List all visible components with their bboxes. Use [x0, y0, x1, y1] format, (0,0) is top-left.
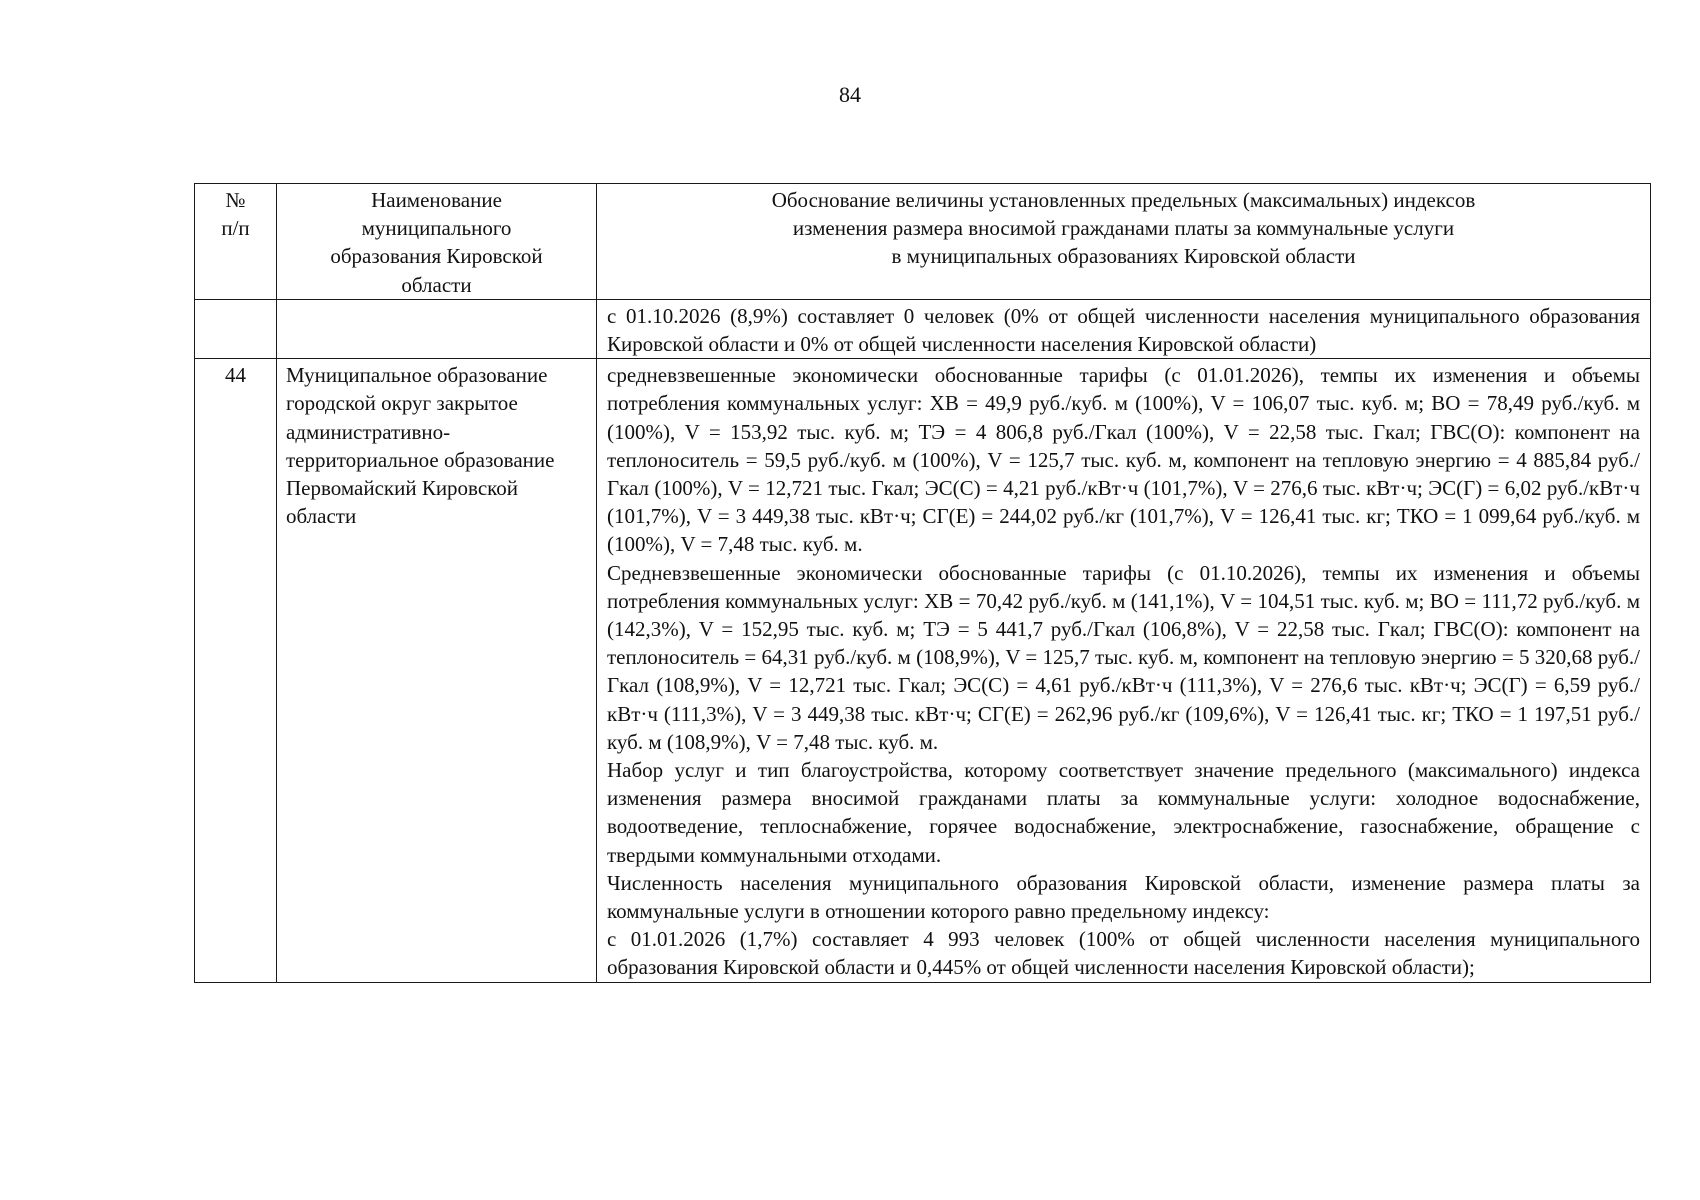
justification-cell [597, 359, 1651, 982]
municipality-name-cell: Муниципальное образование городской округ закрытое административно-территориальное образование Первомайский Кировской области [277, 359, 597, 982]
table-row-44 [195, 359, 1651, 982]
municipality-name-cell [277, 299, 597, 358]
header-justification [597, 184, 1651, 300]
tariffs-2026-01-paragraph: средневзвешенные экономически обоснованные тарифы (с 01.01.2026), темпы их изменения и объемы потребления коммунальных услуг: ХВ = 49,9 руб./куб. м (100%), V = 106,07 тыс. куб. м; ВО = 78,49 руб./куб. м (100%), V = 153,92 тыс. куб. м; ТЭ = 4 806,8 руб./Гкал (100%), V = 22,58 тыс. Гкал; ГВС(О): компонент на теплоноситель = 59,5 руб./куб. м (100%), V = 125,7 тыс. куб. м, компонент на тепловую энергию = 4 885,84 руб./Гкал (100%), V = 12,721 тыс. Гкал; ЭС(С) = 4,21 руб./кВт·ч (101,7%), V = 276,6 тыс. кВт·ч; ЭС(Г) = 6,02 руб./кВт·ч (101,7%), V = 3 449,38 тыс. кВт·ч; СГ(Е) = 244,02 руб./кг (101,7%), V = 126,41 тыс. кг; ТКО = 1 099,64 руб./куб. м (100%), V = 7,48 тыс. куб. м. [607, 363, 1640, 557]
header-name-line: образования Кировской [330, 244, 543, 269]
population-2026-01-paragraph: с 01.01.2026 (1,7%) составляет 4 993 человек (100% от общей численности населения муниципального образования Кировской области и 0,445% от общей численности населения Кировской области); [607, 927, 1640, 980]
row-number-cell [195, 299, 277, 358]
population-intro-paragraph: Численность населения муниципального образования Кировской области, изменение размера платы за коммунальные услуги в отношении которого равно предельному индексу: [607, 870, 1640, 924]
tariffs-2026-10-paragraph: Средневзвешенные экономически обоснованные тарифы (с 01.10.2026), темпы их изменения и объемы потребления коммунальных услуг: ХВ = 70,42 руб./куб. м (141,1%), V = 104,51 тыс. куб. м; ВО = 111,72 руб./куб. м (142,3%), V = 152,95 тыс. куб. м; ТЭ = 5 441,7 руб./Гкал (106,8%), V = 22,58 тыс. Гкал; ГВС(О): компонент на теплоноситель = 64,31 руб./куб. м (108,9%), V = 125,7 тыс. куб. м, компонент на тепловую энергию = 5 320,68 руб./Гкал (108,9%), V = 12,721 тыс. Гкал; ЭС(С) = 4,61 руб./кВт·ч (111,3%), V = 276,6 тыс. кВт·ч; ЭС(Г) = 6,59 руб./кВт·ч (111,3%), V = 3 449,38 тыс. кВт·ч; СГ(Е) = 262,96 руб./кг (109,6%), V = 126,41 тыс. кг; ТКО = 1 197,51 руб./куб. м (108,9%), V = 7,48 тыс. куб. м. [607, 560, 1640, 754]
justification-cell [597, 299, 1651, 358]
header-justification-line: изменения размера вносимой гражданами платы за коммунальные услуги [792, 216, 1455, 241]
header-number [195, 184, 277, 300]
header-number-label: п/п [221, 216, 250, 241]
row-number-cell: 44 [195, 359, 277, 982]
table-row-continuation [195, 299, 1651, 358]
header-justification-line: Обоснование величины установленных предельных (максимальных) индексов [771, 188, 1476, 212]
header-municipality-name [277, 184, 597, 300]
header-number-symbol: № [225, 188, 246, 212]
services-set-paragraph: Набор услуг и тип благоустройства, которому соответствует значение предельного (максимального) индекса изменения размера вносимой гражданами платы за коммунальные услуги: холодное водоснабжение, водоотведение, теплоснабжение, горячее водоснабжение, электроснабжение, газоснабжение, обращение с твердыми коммунальными отходами. [607, 758, 1640, 867]
header-justification-line: в муниципальных образованиях Кировской области [891, 244, 1356, 269]
header-name-line: области [401, 272, 472, 297]
page-number: 84 [839, 82, 861, 107]
justification-table [194, 183, 1651, 983]
table-header-row [195, 184, 1651, 300]
continuation-paragraph: с 01.10.2026 (8,9%) составляет 0 человек (0% от общей численности населения муниципального образования Кировской области и 0% от общей численности населения Кировской области) [607, 303, 1640, 357]
header-name-line: Наименование [371, 188, 502, 212]
header-name-line: муниципального [361, 216, 512, 241]
